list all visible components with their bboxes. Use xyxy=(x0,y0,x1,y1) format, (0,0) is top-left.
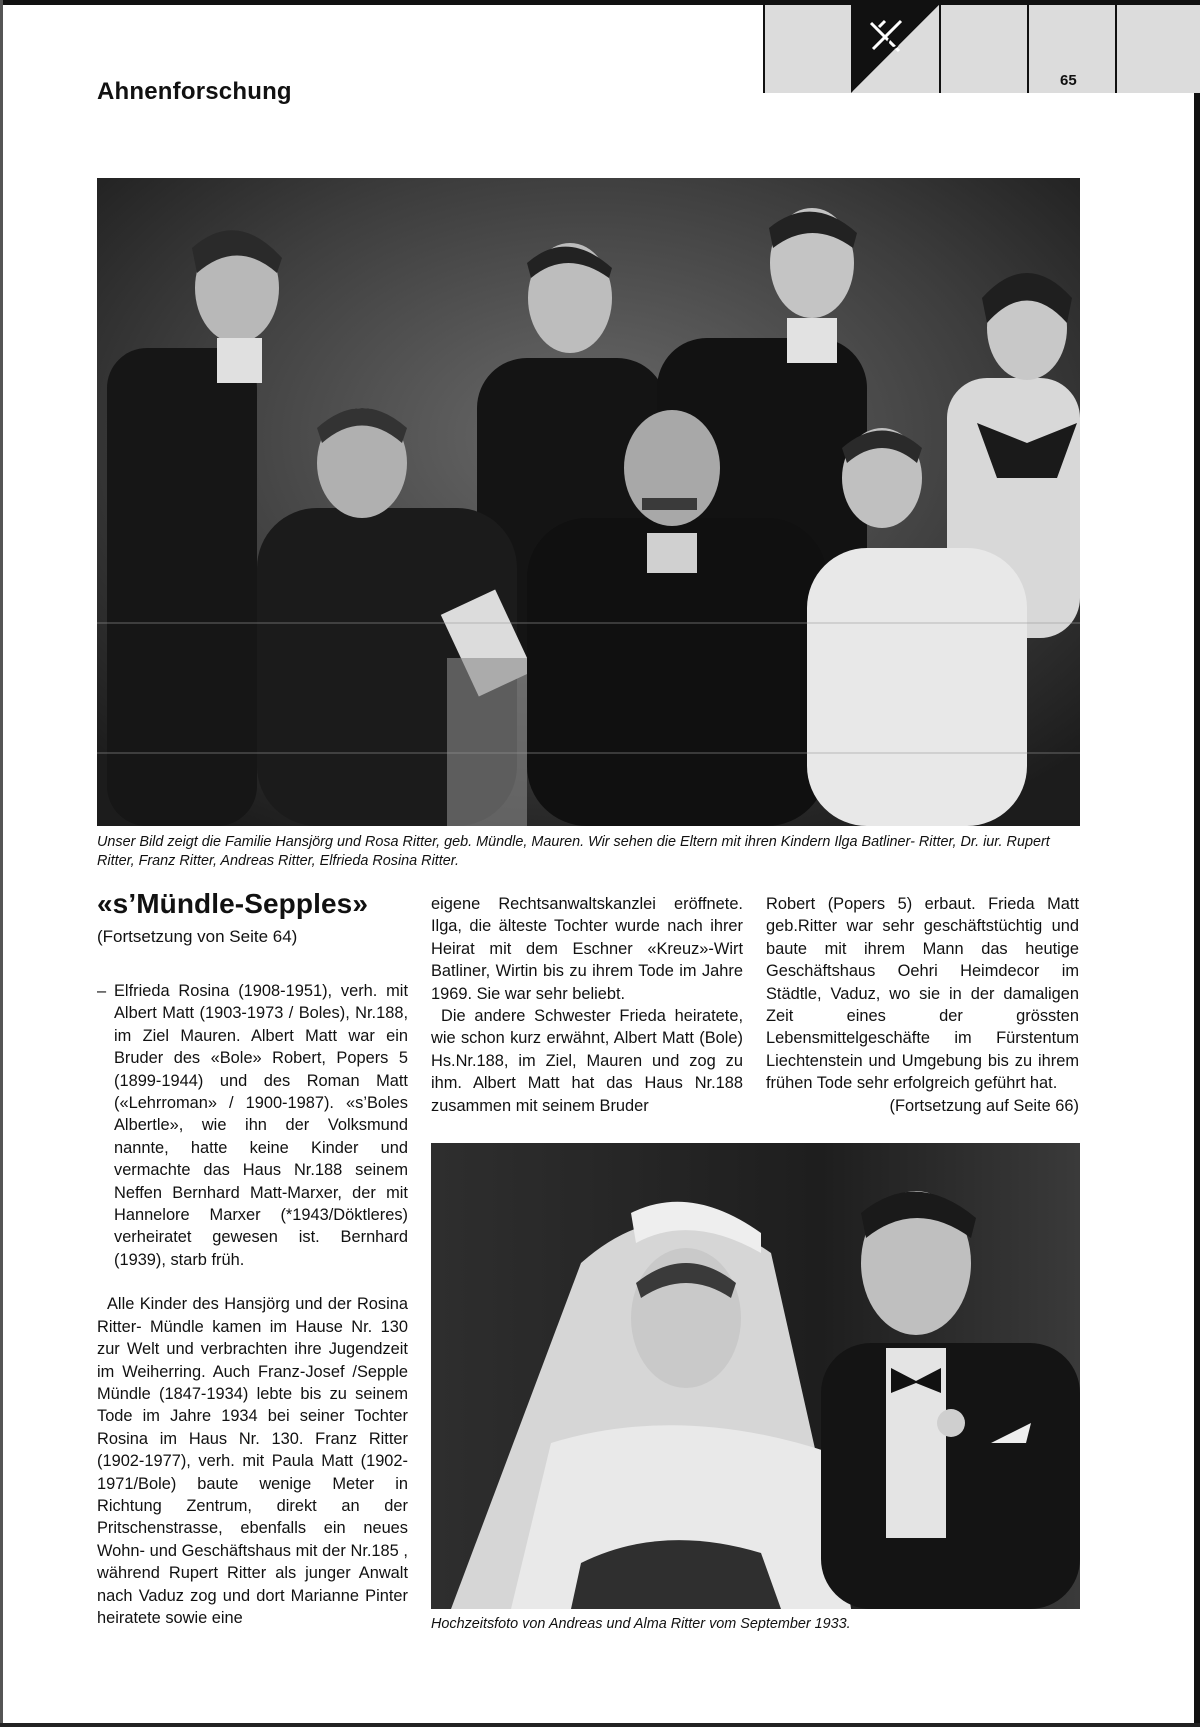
paragraph: eigene Rechtsanwaltskanzlei eröffnete. Ilga, die älteste Tochter wurde nach ihrer Heirat mit dem Eschner «Kreuz»-Wirt Batliner, Wirtin bis zu ihrem Tode im Jahre 1969. Sie war sehr beliebt. xyxy=(431,895,743,1003)
article-column-3 xyxy=(766,893,1079,1117)
page-border-left xyxy=(0,0,3,1727)
paragraph: Die andere Schwester Frieda heiratete, wie schon kurz erwähnt, Albert Matt (Bole) Hs.Nr.188, im Ziel, Mauren und zog zu ihm. Albert Matt hat das Haus Nr.188 zusammen mit seinem Bruder xyxy=(431,1007,743,1115)
continuation-note: (Fortsetzung auf Seite 66) xyxy=(889,1096,1079,1115)
article-subtitle: (Fortsetzung von Seite 64) xyxy=(97,927,298,946)
paragraph: Robert (Popers 5) erbaut. Frieda Matt geb.Ritter war sehr geschäftstüchtig und baute mit ihrem Mann das heutige Geschäftshaus Oehri Heimdecor im Städtle, Vaduz, wo sie in der damaligen Zeit eines der grössten Lebensmittelgeschäfte im Fürstentum Liechtenstein und Umgebung bis zu ihrem frühen Tode sehr erfolgreich geführt hat. xyxy=(766,895,1079,1093)
family-photo xyxy=(97,178,1080,826)
article-column-1 xyxy=(97,980,408,1629)
article-title: «s’Mündle-Sepples» xyxy=(97,888,368,919)
wedding-photo-caption: Hochzeitsfoto von Andreas und Alma Ritter vom September 1933. xyxy=(431,1616,851,1632)
list-dash: – xyxy=(97,982,107,1000)
paragraph: Alle Kinder des Hansjörg und der Rosina Ritter- Mündle kamen im Hause Nr. 130 zur Welt und verbrachten ihre Jugendzeit im Weiherring. Auch Franz-Josef /Sepple Mündle (1847-1934) lebte bis zu seinem Tode im Jahre 1934 bei seiner Tochter Rosina im Haus Nr. 130. Franz Ritter (1902-1977), verh. mit Paula Matt (1902-1971/Bole) baute wenige Meter in Richtung Zentrum, direkt an der Pritschenstrasse, ebenfalls ein neues Wohn- und Geschäftshaus mit der Nr.185 , während Rupert Ritter als junger Anwalt nach Vaduz zog und dort Marianne Pinter heiratete sowie eine xyxy=(97,1295,408,1627)
page-border-bottom xyxy=(0,1723,1200,1727)
article-column-2 xyxy=(431,893,743,1117)
family-photo-caption: Unser Bild zeigt die Familie Hansjörg und Rosa Ritter, geb. Mündle, Mauren. Wir sehen die Eltern mit ihren Kindern Ilga Batliner- Ritter, Dr. iur. Rupert Ritter, Franz Ritter, Andreas Ritter, Elfrieda Rosina Ritter. xyxy=(97,834,1050,869)
page-border-right xyxy=(1194,0,1200,1727)
page-number: 65 xyxy=(1060,72,1077,89)
header-tab-box xyxy=(763,5,851,93)
list-item-text: Elfrieda Rosina (1908-1951), verh. mit Albert Matt (1903-1973 / Boles), Nr.188, im Ziel Mauren. Albert Matt war ein Bruder des «Bole» Robert, Popers 5 (1899-1944) und des Roman Matt («Lehrroman» / 1900-1987). «s’Boles Albertle», wie ihn der Volksmund nannte, hatte keine Kinder und vermachte das Haus Nr.188 seinem Neffen Bernhard Matt-Marxer, der mit Hannelore Marxer (*1943/Döktleres) verheiratet gewesen ist. Bernhard (1939), starb früh. xyxy=(114,982,408,1269)
list-item xyxy=(97,980,408,1271)
wedding-photo xyxy=(431,1143,1080,1609)
header-tab-box xyxy=(939,5,1027,93)
header-tab-strip xyxy=(763,5,1200,93)
crossed-tools-icon xyxy=(851,5,939,93)
header-tab-box xyxy=(1115,5,1200,93)
section-title: Ahnenforschung xyxy=(97,78,292,105)
